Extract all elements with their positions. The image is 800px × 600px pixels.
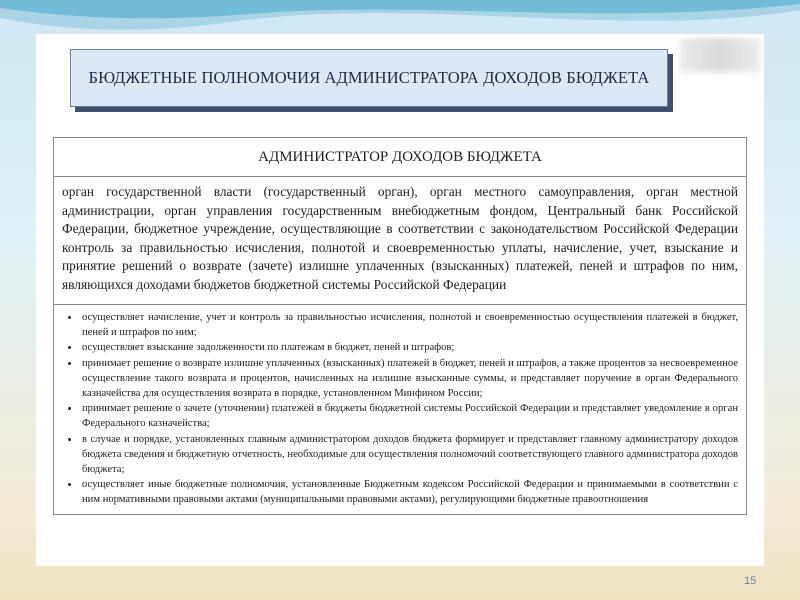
definition-text: орган государственной власти (государственный орган), орган местного самоуправления, орган местной администрации, орган управления государственным внебюджетным фондом, Центральный банк Российской Федерации, бюджетное учреждение, осуществляющие в соответствии с законодательством Российской Федерации контроль за правильностью исчисления, полнотой и своевременностью уплаты, начисление, учет, взыскание и принятие решений о возврате (зачете) излишне уплаченных (взысканных) платежей, пеней и штрафов по ним, являющихся доходами бюджетов бюджетной системы Российской Федерации (62, 184, 738, 292)
slide-title: БЮДЖЕТНЫЕ ПОЛНОМОЧИЯ АДМИНИСТРАТОРА ДОХОДОВ БЮДЖЕТА (88, 68, 650, 87)
list-item: • принимает решение о зачете (уточнении) платежей в бюджеты бюджетной системы Российской Федерации и представляет уведомление в орган Федерального казначейства; (80, 401, 738, 431)
definition-cell (54, 177, 746, 305)
list-item: • осуществляет начисление, учет и контроль за правильностью исчисления, полнотой и своевременностью осуществления платежей в бюджет, пеней и штрафов по ним; (80, 310, 738, 340)
page-number: 15 (744, 575, 757, 587)
table-header-row (54, 138, 746, 177)
powers-cell (54, 305, 746, 514)
table-header: АДМИНИСТРАТОР ДОХОДОВ БЮДЖЕТА (258, 148, 542, 165)
list-item: • принимает решение о возврате излишне уплаченных (взысканных) платежей в бюджет, пеней и штрафов, а также процентов за несвоевременное осуществление такого возврата и процентов, начисленных на излишне взысканные суммы, и представляет поручение в орган Федерального казначейства для осуществления возврата в порядке, установленном Минфином России; (80, 356, 738, 402)
powers-list (54, 305, 746, 514)
administrator-table (53, 137, 747, 515)
list-item: • осуществляет взыскание задолженности по платежам в бюджет, пеней и штрафов; (80, 340, 738, 355)
blurred-logo (680, 38, 760, 72)
slide-title-box (70, 49, 668, 107)
list-item: • в случае и порядке, установленных главным администратором доходов бюджета формирует и представляет главному администратору доходов бюджета сведения и бюджетную отчетность, необходимые для осуществления полномочий соответствующего главного администратора доходов бюджета; (80, 432, 738, 478)
list-item: • осуществляет иные бюджетные полномочия, установленные Бюджетным кодексом Российской Федерации и принимаемыми в соответствии с ним нормативными правовыми актами (муниципальными правовыми актами), регулирующими бюджетные правоотношения (80, 477, 738, 507)
